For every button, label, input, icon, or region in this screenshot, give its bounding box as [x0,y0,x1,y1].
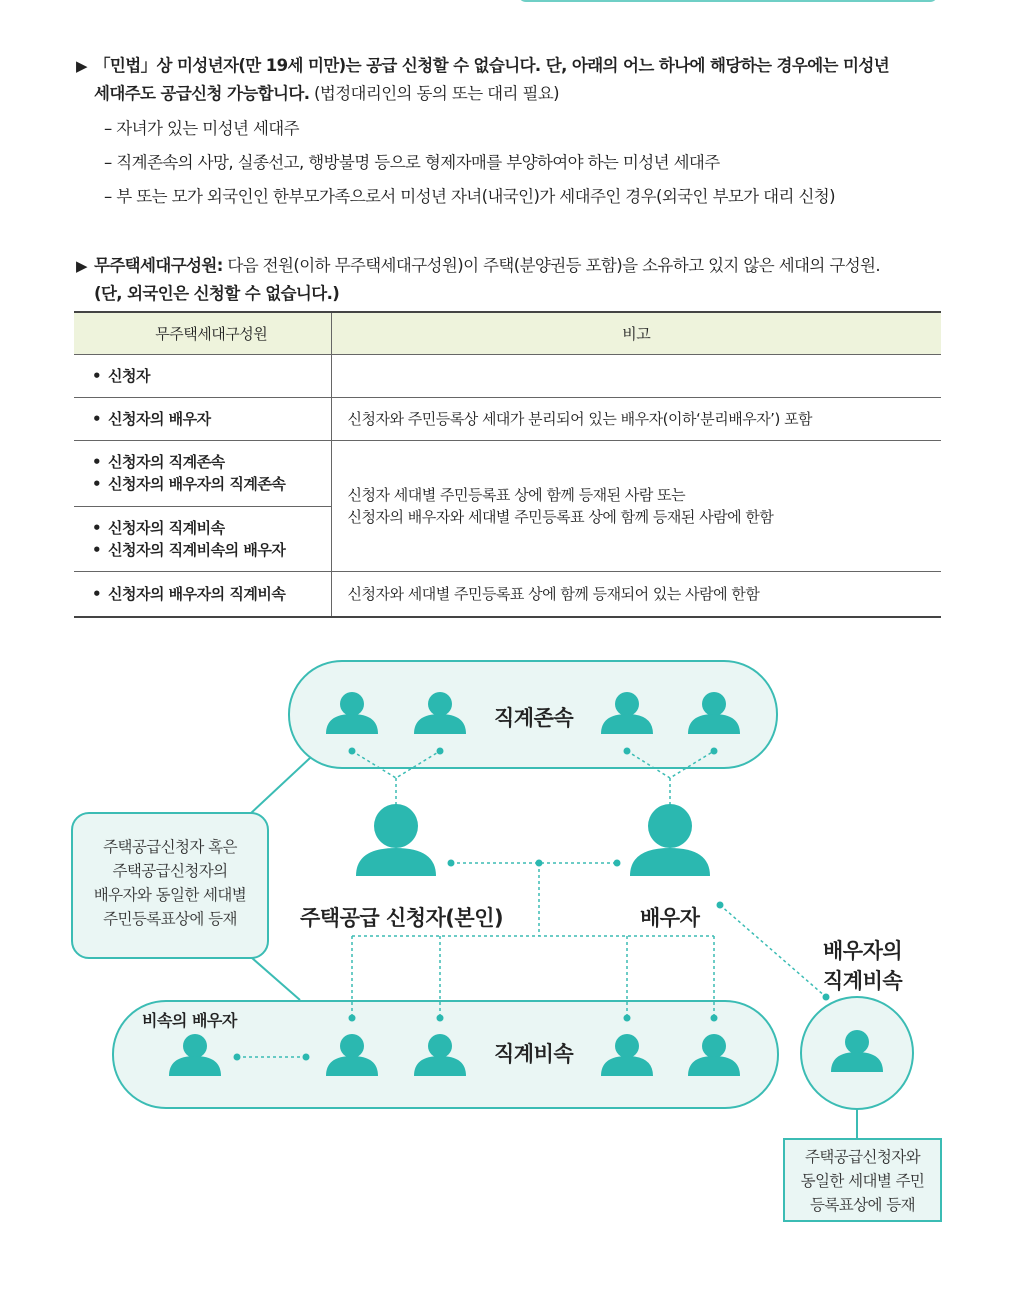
table-header-row [74,312,941,354]
spouse-descendant-label [823,936,902,996]
homeless-member-section [76,252,942,308]
minor-exception-item: – 직계존속의 사망, 실종선고, 행방불명 등으로 형제자매를 부양하여야 하는 미성년 세대주 [104,153,720,172]
member-item: • 신청자의 직계존속 [92,451,315,473]
triangle-bullet-icon: ▶ [76,57,87,75]
left-note-box [71,812,269,959]
applicant-person-icon [356,804,436,876]
left-note-line: 주택공급신청자의 [112,862,228,880]
member-item: • 신청자의 배우자의 직계존속 [92,473,315,495]
homeless-member-table [74,311,941,618]
homeless-member-definition [76,252,942,308]
connector-line [250,758,310,814]
table-header-member: 무주택세대구성원 [74,312,331,354]
table-row [74,354,941,397]
spouse-descendant-label-line: 직계비속 [823,969,903,993]
connector-line [252,958,300,1000]
remark-cell: 신청자와 세대별 주민등록표 상에 함께 등재되어 있는 사람에 한함 [331,571,941,617]
spouse-label: 배우자 [640,906,700,930]
member-item: • 신청자의 배우자 [92,408,315,430]
triangle-bullet-icon: ▶ [76,257,87,275]
minor-exception-item: – 부 또는 모가 외국인인 한부모가족으로서 미성년 자녀(내국인)가 세대주인 경우(외국인 부모가 대리 신청) [104,187,835,206]
left-note-line: 주민등록표상에 등재 [103,910,237,928]
member-item: • 신청자의 배우자의 직계비속 [92,583,315,605]
table-header-remark: 비고 [331,312,941,354]
table-row [74,440,941,506]
spouse-person-icon [630,804,710,876]
right-note-line: 주택공급신청자와 [805,1148,920,1166]
table-row [74,571,941,617]
member-item: • 신청자 [92,365,315,387]
left-note-line: 주택공급신청자 혹은 [103,838,237,856]
ascendants-label: 직계존속 [494,706,574,730]
left-note-line: 배우자와 동일한 세대별 [93,886,247,904]
homeless-member-definition-text: 다음 전원(이하 무주택세대구성원)이 주택(분양권등 포함)을 소유하고 있지 않은 세대의 구성원. [222,256,881,275]
applicant-label: 주택공급 신청자(본인) [300,906,504,930]
right-note-line: 동일한 세대별 주민 [800,1172,925,1190]
table-row [74,397,941,440]
right-note-line: 등록표상에 등재 [810,1196,915,1214]
merged-remark-line: 신청자 세대별 주민등록표 상에 함께 등재된 사람 또는 [347,485,686,504]
spouse-descendant-label-line: 배우자의 [823,939,903,963]
descendant-spouse-label: 비속의 배우자 [142,1011,237,1030]
minor-rule-line2-note: (법정대리인의 동의 또는 대리 필요) [309,84,560,103]
descendants-label: 직계비속 [494,1042,574,1066]
remark-cell: 신청자와 주민등록상 세대가 분리되어 있는 배우자(이하‘분리배우자’) 포함 [331,397,941,440]
minor-rule-paragraph [76,52,942,108]
homeless-member-term: 무주택세대구성원: [94,256,223,275]
minor-applicant-section [76,52,942,214]
member-item: • 신청자의 직계비속의 배우자 [92,539,315,561]
member-item: • 신청자의 직계비속 [92,517,315,539]
top-tab-decoration [518,0,938,2]
foreigner-note: (단, 외국인은 신청할 수 없습니다.) [94,284,340,303]
minor-rule-line2: 세대주도 공급신청 가능합니다. [94,84,310,103]
merged-remark-line: 신청자의 배우자와 세대별 주민등록표 상에 함께 등재된 사람에 한함 [347,507,774,526]
household-diagram [0,640,1012,1240]
minor-rule-line1: 「민법」상 미성년자(만 19세 미만)는 공급 신청할 수 없습니다. 단, 아래의 어느 하나에 해당하는 경우에는 미성년 [94,56,890,75]
remark-cell-merged [331,440,941,571]
minor-exception-item: – 자녀가 있는 미성년 세대주 [104,119,299,138]
right-note-box [783,1138,942,1222]
remark-cell [331,354,941,397]
